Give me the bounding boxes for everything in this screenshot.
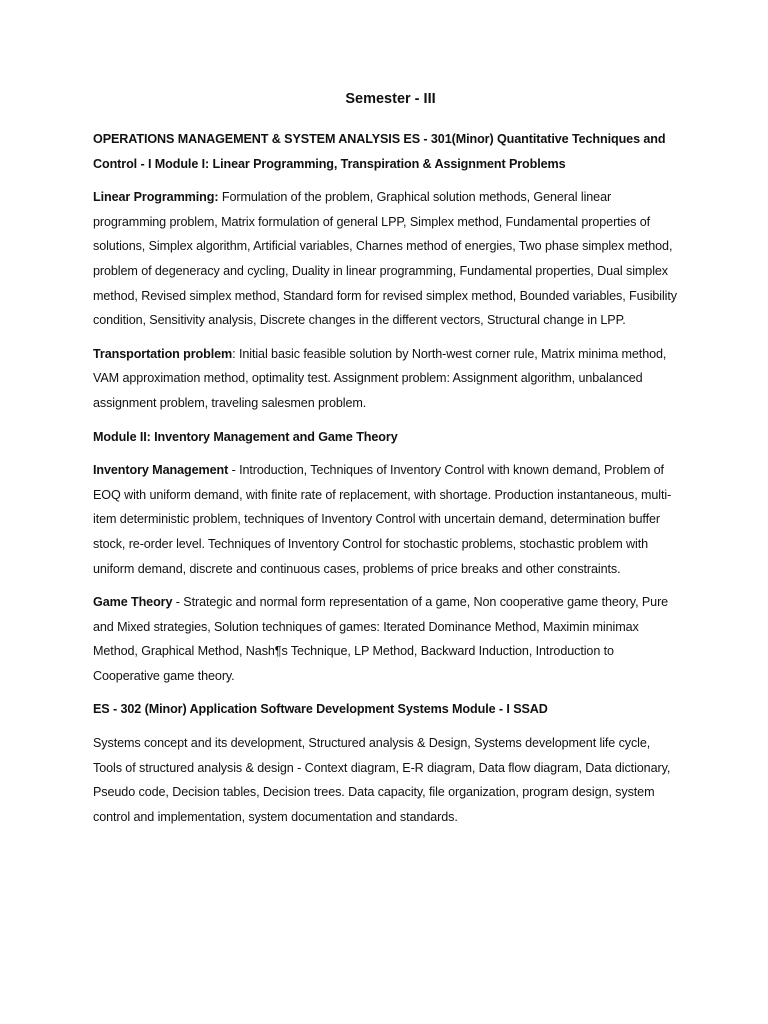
page-title: Semester - III bbox=[345, 91, 436, 107]
ssad-paragraph: Systems concept and its development, Structured analysis & Design, Systems development life cycle, Tools of structured analysis & design - Context diagram, E-R diagram, Data flow diagram, Data dictionary, Pseudo code, Decision tables, Decision trees. Data capacity, file organization, program design, system control and implementation, system documentation and standards. bbox=[93, 736, 671, 824]
inventory-management-label: Inventory Management bbox=[93, 463, 229, 478]
linear-programming-paragraph bbox=[93, 185, 678, 333]
inventory-management-paragraph bbox=[93, 458, 678, 581]
game-theory-text: - Strategic and normal form representation of a game, Non cooperative game theory, Pure and Mixed strategies, Solution techniques of games: Iterated Dominance Method, Maximin minimax Method, Graphical Method, Nash¶s Technique, LP Method, Backward Induction, Introduction to Cooperative game theory. bbox=[93, 595, 669, 683]
module-two-heading: Module II: Inventory Management and Game Theory bbox=[93, 429, 398, 444]
game-theory-paragraph bbox=[93, 590, 678, 688]
linear-programming-text: Formulation of the problem, Graphical solution methods, General linear programming problem, Matrix formulation of general LPP, Simplex method, Fundamental properties of solutions, Simplex algorithm, Artificial variables, Charnes method of energies, Two phase simplex method, problem of degeneracy and cycling, Duality in linear programming, Fundamental properties, Dual simplex method, Revised simplex method, Standard form for revised simplex method, Bounded variables, Fusibility condition, Sensitivity analysis, Discrete changes in the different vectors, Structural change in LPP. bbox=[93, 190, 677, 328]
document-page bbox=[93, 88, 678, 838]
linear-programming-label: Linear Programming: bbox=[93, 190, 219, 205]
course-heading: OPERATIONS MANAGEMENT & SYSTEM ANALYSIS ES - 301(Minor) Quantitative Techniques and Control - I Module I: Linear Programming, Transpiration & Assignment Problems bbox=[93, 132, 666, 171]
inventory-management-text: - Introduction, Techniques of Inventory Control with known demand, Problem of EOQ with uniform demand, with finite rate of replacement, with shortage. Production instantaneous, multi-item deterministic problem, techniques of Inventory Control with uncertain demand, determination buffer stock, re-order level. Techniques of Inventory Control for stochastic problems, stochastic problem with uniform demand, discrete and continuous cases, problems of price breaks and other constraints. bbox=[93, 463, 672, 576]
transportation-paragraph bbox=[93, 342, 678, 416]
game-theory-label: Game Theory bbox=[93, 595, 173, 610]
transportation-text: : Initial basic feasible solution by North-west corner rule, Matrix minima method, VAM approximation method, optimality test. Assignment problem: Assignment algorithm, unbalanced assignment problem, traveling salesmen problem. bbox=[93, 346, 667, 410]
es302-heading: ES - 302 (Minor) Application Software Development Systems Module - I SSAD bbox=[93, 702, 548, 717]
transportation-label: Transportation problem bbox=[93, 346, 233, 361]
